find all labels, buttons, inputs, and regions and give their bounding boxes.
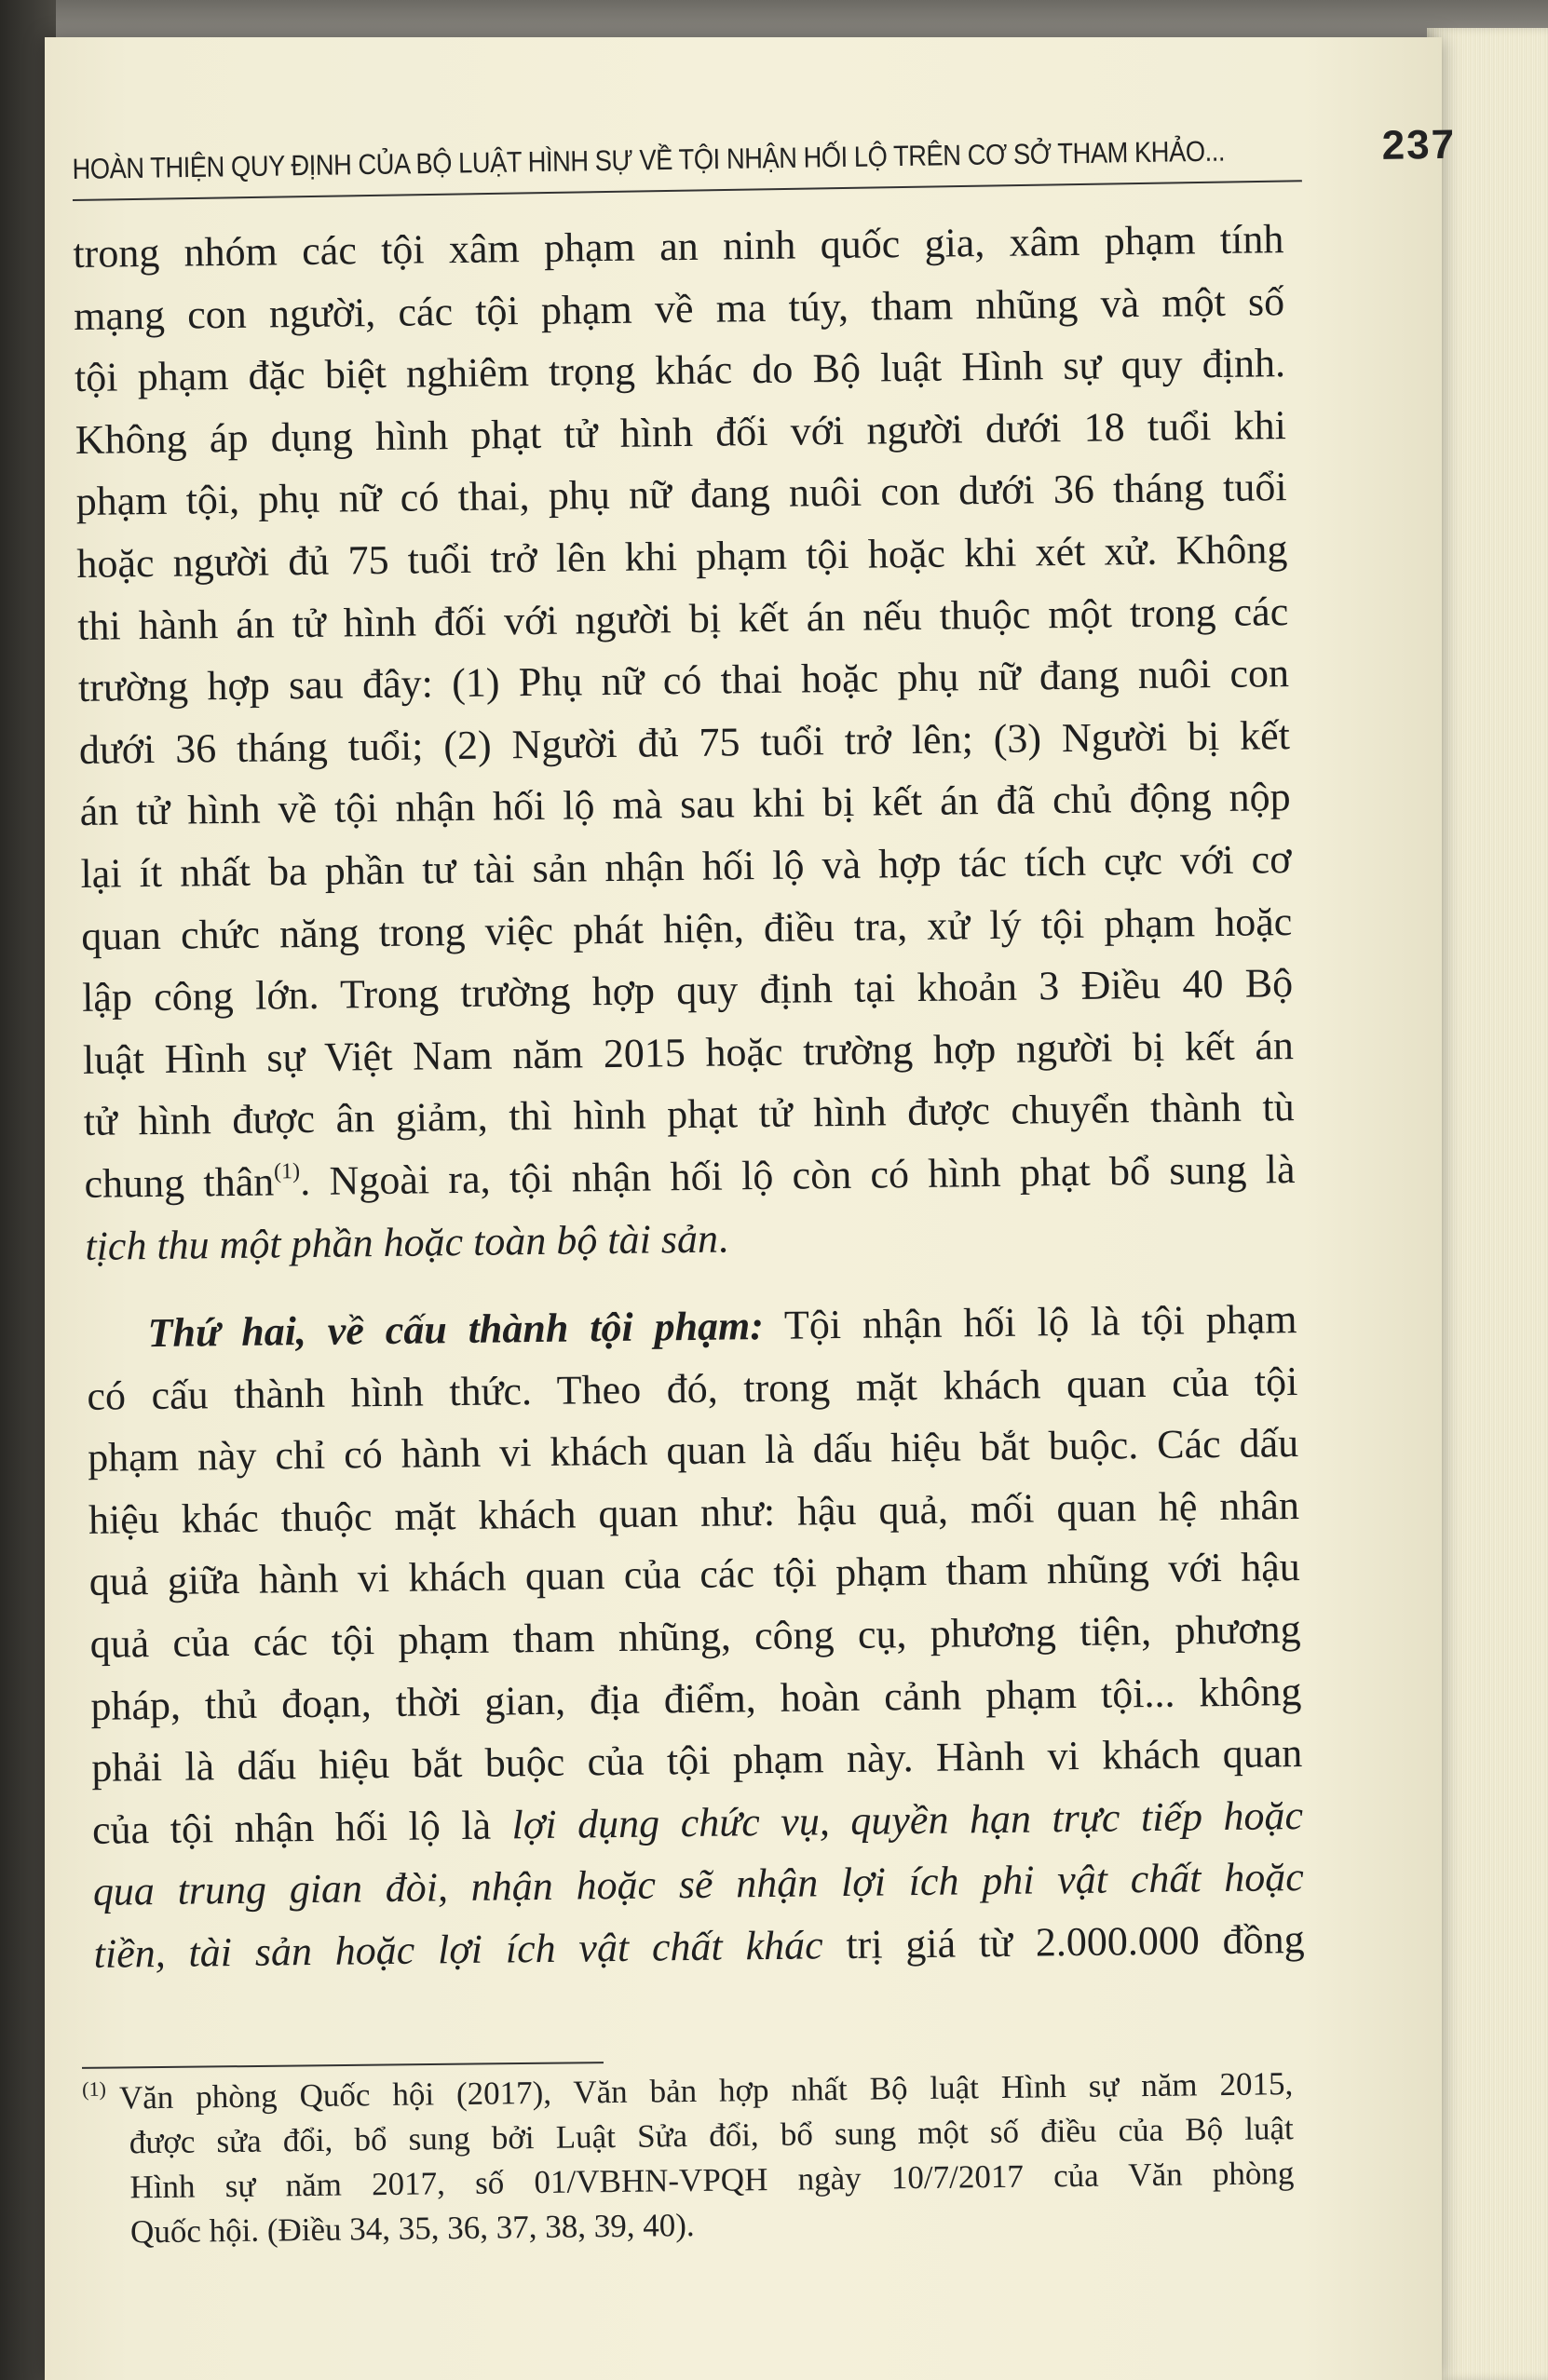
paragraph-1 — [73, 209, 1297, 1278]
text-line: lập công lớn. Trong trường hợp quy định tại khoản 3 Điều 40 Bộ — [81, 960, 1294, 1021]
running-header — [72, 92, 1457, 196]
text-span: Tội nhận hối lộ là tội phạm — [763, 1296, 1297, 1349]
footnote-line: Hình sự năm 2017, số 01/VBHN-VPQH ngày 10/7/2017 của Văn phòng — [129, 2155, 1295, 2206]
italic-span: qua trung gian đòi, nhận hoặc sẽ nhận lợi ích phi vật chất hoặc — [92, 1854, 1305, 1915]
text-line: luật Hình sự Việt Nam năm 2015 hoặc trường hợp người bị kết án — [82, 1021, 1295, 1083]
text-line: dưới 36 tháng tuổi; (2) Người đủ 75 tuổi trở lên; (3) Người bị kết — [78, 711, 1291, 773]
text-line: hoặc người đủ 75 tuổi trở lên khi phạm tội hoặc khi xét xử. Không — [76, 526, 1288, 587]
italic-span: tịch thu một phần hoặc toàn bộ tài sản — [85, 1215, 719, 1269]
text-span: . — [717, 1214, 729, 1262]
text-line: quan chức năng trong việc phát hiện, điều tra, xử lý tội phạm hoặc — [81, 898, 1293, 959]
footnote-mark: (1) — [82, 2076, 106, 2101]
italic-span: lợi dụng chức vụ, quyền hạn trực tiếp hoặc — [511, 1792, 1304, 1848]
paragraph-2 — [86, 1289, 1305, 1985]
text-line: Không áp dụng hình phạt tử hình đối với người dưới 18 tuổi khi — [75, 401, 1287, 463]
text-line: án tử hình về tội nhận hối lộ mà sau khi bị kết án đã chủ động nộp — [79, 774, 1291, 835]
text-line: tội phạm đặc biệt nghiêm trọng khác do Bộ luật Hình sự quy định. — [74, 340, 1286, 401]
text-span: chung thân — [84, 1158, 275, 1207]
text-line: phải là dấu hiệu bắt buộc của tội phạm này. Hành vi khách quan — [90, 1730, 1303, 1792]
footnote-line: được sửa đổi, bổ sung bởi Luật Sửa đổi, bổ sung một số điều của Bộ luật — [129, 2110, 1295, 2161]
text-span: của tội nhận hối lộ là — [91, 1802, 512, 1853]
footnote-text: Văn phòng Quốc hội (2017), Văn bản hợp nhất Bộ luật Hình sự năm 2015, — [118, 2065, 1294, 2116]
footnote-rule — [82, 2062, 604, 2069]
text-line: phạm tội, phụ nữ có thai, phụ nữ đang nuôi con dưới 36 tháng tuổi — [75, 464, 1287, 525]
bold-italic-lead: Thứ hai, về cấu thành tội phạm: — [147, 1303, 765, 1357]
page-edges — [1427, 28, 1548, 2380]
text-line: quả giữa hành vi khách quan của các tội phạm tham nhũng với hậu — [88, 1544, 1301, 1605]
text-line: phạm này chỉ có hành vi khách quan là dấu hiệu bắt buộc. Các dấu — [87, 1420, 1299, 1481]
text-line: hiệu khác thuộc mặt khách quan như: hậu quả, mối quan hệ nhân — [88, 1481, 1300, 1543]
text-line: trong nhóm các tội xâm phạm an ninh quốc gia, xâm phạm tính — [73, 216, 1284, 277]
page-number: 237 — [1381, 121, 1457, 169]
footnote-reference: (1) — [273, 1159, 301, 1184]
text-line: tử hình được ân giảm, thì hình phạt tử hình được chuyển thành tù — [83, 1084, 1295, 1145]
text-line: thi hành án tử hình đối với người bị kết án nếu thuộc một trong các — [76, 588, 1289, 649]
text-line: pháp, thủ đoạn, thời gian, địa điểm, hoàn cảnh phạm tội... không — [90, 1668, 1302, 1729]
book-page — [45, 37, 1457, 2380]
text-span: trị giá từ 2.000.000 đồng — [822, 1916, 1305, 1968]
running-header-title: HOÀN THIỆN QUY ĐỊNH CỦA BỘ LUẬT HÌNH SỰ VỀ TỘI NHẬN HỐI LỘ TRÊN CƠ SỞ THAM KHẢO... — [72, 134, 1226, 186]
footnote — [82, 2062, 1295, 2255]
text-line: quả của các tội phạm tham nhũng, công cụ, phương tiện, phương — [89, 1606, 1301, 1667]
footnote-line: Quốc hội. (Điều 34, 35, 36, 37, 38, 39, 40). — [129, 2206, 695, 2251]
text-span: . Ngoài ra, tội nhận hối lộ còn có hình phạt bổ sung là — [299, 1145, 1296, 1204]
text-line: trường hợp sau đây: (1) Phụ nữ có thai hoặc phụ nữ đang nuôi con — [77, 650, 1290, 711]
text-line: có cấu thành hình thức. Theo đó, trong mặt khách quan của tội — [87, 1358, 1298, 1419]
body-text — [73, 209, 1305, 1985]
text-line: mạng con người, các tội phạm về ma túy, tham nhũng và một số — [73, 277, 1285, 339]
italic-span: tiền, tài sản hoặc lợi ích vật chất khác — [93, 1922, 823, 1977]
text-line: lại ít nhất ba phần tư tài sản nhận hối lộ và hợp tác tích cực với cơ — [80, 836, 1292, 897]
background-top — [0, 0, 1548, 37]
